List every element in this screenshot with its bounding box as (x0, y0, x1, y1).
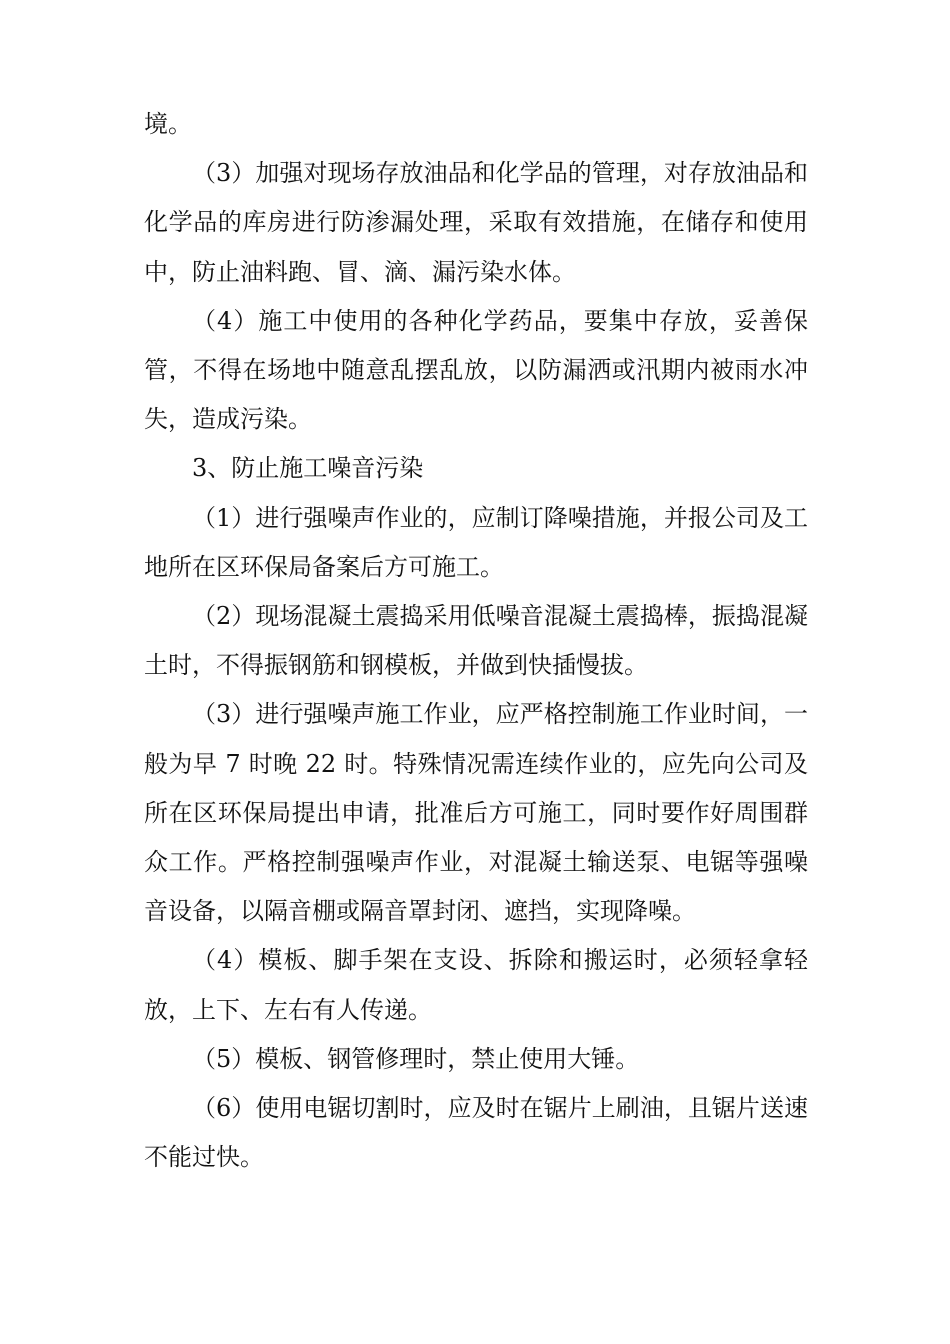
paragraph-concrete-vibrator: （2）现场混凝土震捣采用低噪音混凝土震捣棒，振捣混凝土时，不得振钢筋和钢模板，并做到快插慢拔。 (144, 602, 808, 680)
paragraph-no-sledgehammer: （5）模板、钢管修理时，禁止使用大锤。 (192, 1044, 640, 1073)
document-body (144, 100, 808, 1182)
paragraph-work-hours: （3）进行强噪声施工作业，应严格控制施工作业时间，一般为早 7 时晚 22 时。特殊情况需连续作业的，应先向公司及所在区环保局提出申请，批准后方可施工，同时要作好周围群众工作。严格控制强噪声作业，对混凝土输送泵、电锯等强噪音设备，以隔音棚或隔音罩封闭、遮挡，实现降噪。 (144, 700, 808, 926)
paragraph-chemical-reagents: （4）施工中使用的各种化学药品，要集中存放，妥善保管，不得在场地中随意乱摆乱放，以防漏洒或汛期内被雨水冲失，造成污染。 (144, 306, 808, 434)
paragraph-noise-measures-filing: （1）进行强噪声作业的，应制订降噪措施，并报公司及工地所在区环保局备案后方可施工。 (144, 503, 808, 581)
paragraph-formwork-handling: （4）模板、脚手架在支设、拆除和搬运时，必须轻拿轻放，上下、左右有人传递。 (144, 946, 808, 1024)
section-heading-noise-pollution: 3、防止施工噪音污染 (192, 454, 424, 483)
paragraph-saw-blade: （6）使用电锯切割时，应及时在锯片上刷油，且锯片送速不能过快。 (144, 1094, 808, 1172)
paragraph-oil-chemical-storage: （3）加强对现场存放油品和化学品的管理，对存放油品和化学品的库房进行防渗漏处理，采取有效措施，在储存和使用中，防止油料跑、冒、滴、漏污染水体。 (144, 159, 808, 286)
paragraph-continuation: 境。 (144, 110, 192, 138)
